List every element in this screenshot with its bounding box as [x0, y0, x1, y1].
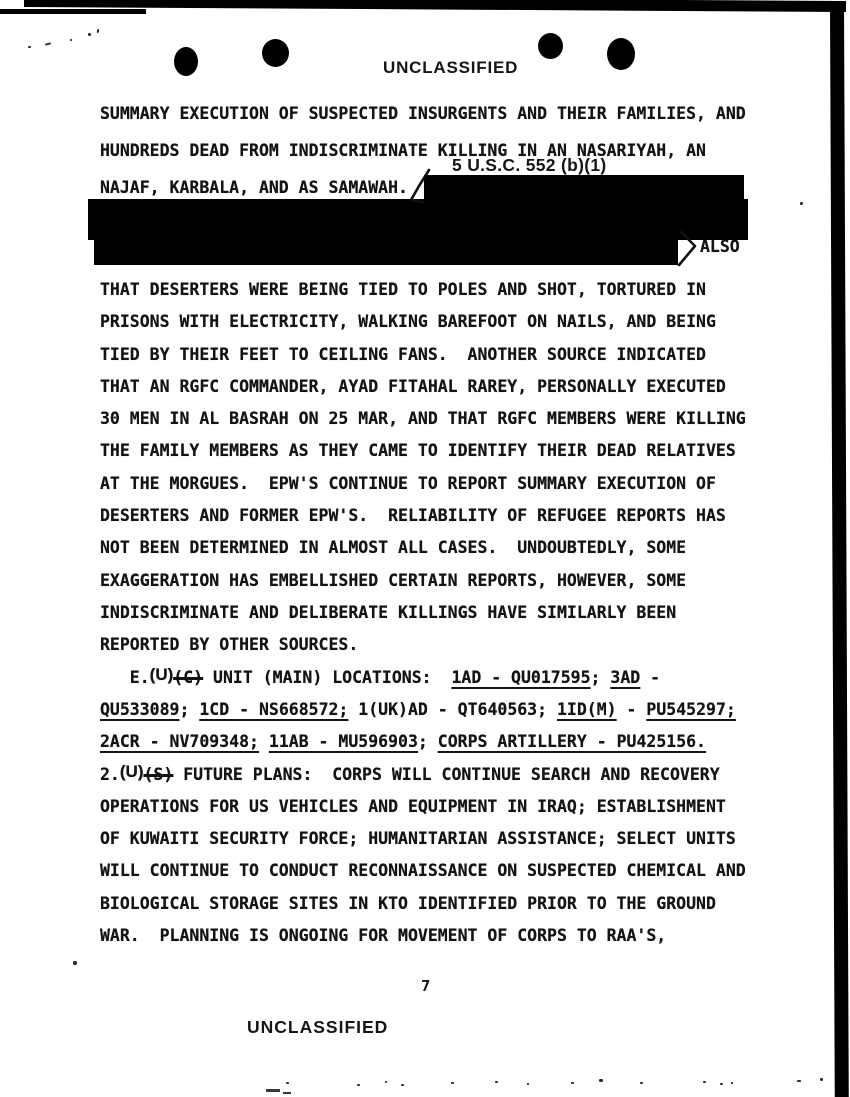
text-line — [100, 700, 736, 720]
underlined-text: QU533089 — [100, 700, 180, 719]
text-segment: 2. — [100, 765, 120, 784]
text-segment: THE FAMILY MEMBERS AS THEY CAME TO IDENTIFY THEIR DEAD RELATIVES — [100, 441, 736, 460]
scan-speck — [797, 1080, 801, 1082]
scan-speck — [286, 1082, 289, 1084]
struck-classification-marking: (S) — [143, 765, 174, 784]
text-segment: WAR. PLANNING IS ONGOING FOR MOVEMENT OF CORPS TO RAA'S, — [100, 926, 667, 945]
text-line — [100, 538, 686, 558]
text-line — [100, 829, 736, 849]
scan-right-border — [830, 6, 849, 1097]
scan-top-border — [24, 0, 846, 12]
text-segment: HUNDREDS DEAD FROM INDISCRIMINATE KILLING IN AN NASARIYAH, AN — [100, 141, 706, 160]
text-segment: - — [616, 700, 647, 719]
scan-speck — [703, 1081, 706, 1083]
scan-speck — [97, 29, 100, 33]
ink-dot — [262, 39, 289, 67]
text-segment: FUTURE PLANS: CORPS WILL CONTINUE SEARCH AND RECOVERY — [173, 765, 720, 784]
post-redaction-text: ALSO — [700, 237, 740, 256]
text-line — [100, 861, 746, 881]
scan-speck — [451, 1082, 454, 1084]
text-line — [100, 797, 726, 817]
scan-speck — [73, 961, 77, 965]
text-segment: SUMMARY EXECUTION OF SUSPECTED INSURGENTS AND THEIR FAMILIES, AND — [100, 104, 746, 123]
text-line — [100, 635, 358, 655]
underlined-text: CORPS ARTILLERY - PU425156. — [437, 732, 706, 751]
underlined-text: 1ID(M) — [557, 700, 617, 719]
foia-exemption-stamp: 5 U.S.C. 552 (b)(1) — [452, 155, 607, 175]
text-line — [100, 345, 706, 365]
text-segment: INDISCRIMINATE AND DELIBERATE KILLINGS HAVE SIMILARLY BEEN — [100, 603, 677, 622]
scan-speck — [527, 1083, 529, 1085]
page-number: 7 — [421, 977, 431, 995]
text-segment: TIED BY THEIR FEET TO CEILING FANS. ANOTHER SOURCE INDICATED — [100, 345, 706, 364]
scan-speck — [599, 1079, 603, 1082]
scan-speck — [640, 1082, 643, 1084]
underlined-text: 11AB - MU596903 — [268, 732, 418, 751]
text-line — [100, 178, 408, 198]
scan-speck — [385, 1081, 387, 1083]
text-segment: E. — [100, 668, 150, 687]
text-line — [100, 665, 661, 688]
struck-classification-marking: (C) — [173, 668, 204, 687]
text-segment: ; — [179, 700, 200, 719]
text-segment: DESERTERS AND FORMER EPW'S. RELIABILITY OF REFUGEE REPORTS HAS — [100, 506, 726, 525]
text-segment: 30 MEN IN AL BASRAH ON 25 MAR, AND THAT RGFC MEMBERS WERE KILLING — [100, 409, 746, 428]
underlined-text: 2ACR - NV709348; — [100, 732, 259, 751]
scan-speck — [45, 42, 51, 45]
scan-speck — [571, 1082, 574, 1084]
text-line — [100, 571, 686, 591]
scan-speck — [401, 1084, 404, 1086]
underlined-text: PU545297; — [646, 700, 736, 719]
text-segment: NAJAF, KARBALA, AND AS SAMAWAH. — [100, 178, 408, 197]
ink-dot — [538, 33, 563, 59]
text-segment: AT THE MORGUES. EPW'S CONTINUE TO REPORT SUMMARY EXECUTION OF — [100, 474, 716, 493]
text-line — [100, 312, 716, 332]
text-segment: OPERATIONS FOR US VEHICLES AND EQUIPMENT IN IRAQ; ESTABLISHMENT — [100, 797, 726, 816]
underlined-text: 3AD — [610, 668, 641, 687]
text-segment: 1(UK)AD - QT640563; — [348, 700, 557, 719]
underlined-text: 1AD - QU017595 — [451, 668, 591, 687]
text-segment: NOT BEEN DETERMINED IN ALMOST ALL CASES. UNDOUBTEDLY, SOME — [100, 538, 687, 557]
scan-speck — [266, 1089, 280, 1092]
text-segment: PRISONS WITH ELECTRICITY, WALKING BAREFOOT ON NAILS, AND BEING — [100, 312, 716, 331]
text-segment: ; — [417, 732, 438, 751]
scan-speck — [283, 1092, 291, 1094]
scan-speck — [28, 46, 31, 48]
insertion-caret-left-icon — [406, 168, 434, 206]
text-segment: - — [640, 668, 661, 687]
text-line — [100, 441, 736, 461]
text-segment: THAT DESERTERS WERE BEING TIED TO POLES AND SHOT, TORTURED IN — [100, 280, 706, 299]
footer-classification: UNCLASSIFIED — [247, 1017, 389, 1037]
text-line — [100, 280, 706, 300]
text-line — [100, 377, 726, 397]
scan-speck — [357, 1084, 360, 1086]
text-segment: EXAGGERATION HAS EMBELLISHED CERTAIN REPORTS, HOWEVER, SOME — [100, 571, 687, 590]
text-segment: OF KUWAITI SECURITY FORCE; HUMANITARIAN ASSISTANCE; SELECT UNITS — [100, 829, 736, 848]
text-segment: BIOLOGICAL STORAGE SITES IN KTO IDENTIFIED PRIOR TO THE GROUND — [100, 894, 716, 913]
inserted-unclassified-marking: (U) — [149, 665, 174, 684]
scan-top-border-left — [0, 9, 146, 14]
text-line — [100, 506, 726, 526]
underlined-text: 1CD - NS668572; — [199, 700, 349, 719]
text-segment: THAT AN RGFC COMMANDER, AYAD FITAHAL RAREY, PERSONALLY EXECUTED — [100, 377, 726, 396]
text-line — [100, 926, 666, 946]
text-line — [100, 104, 746, 124]
scan-speck — [720, 1083, 723, 1085]
scan-speck — [800, 202, 803, 205]
text-line — [100, 732, 706, 752]
inserted-unclassified-marking: (U) — [119, 762, 144, 781]
scan-speck — [70, 39, 72, 41]
text-segment: ; — [590, 668, 611, 687]
text-segment: UNIT (MAIN) LOCATIONS: — [203, 668, 452, 687]
header-classification: UNCLASSIFIED — [383, 58, 519, 77]
text-line — [100, 141, 706, 161]
scan-speck — [88, 33, 91, 36]
text-line — [100, 894, 716, 914]
text-line — [100, 603, 676, 623]
text-segment: REPORTED BY OTHER SOURCES. — [100, 635, 359, 654]
scan-speck — [495, 1081, 498, 1083]
redaction-bar — [94, 238, 678, 265]
text-line — [100, 762, 720, 785]
ink-dot — [174, 47, 198, 76]
text-line — [100, 409, 746, 429]
text-line — [100, 474, 716, 494]
text-segment — [259, 732, 269, 751]
text-segment: WILL CONTINUE TO CONDUCT RECONNAISSANCE ON SUSPECTED CHEMICAL AND — [100, 861, 746, 880]
scan-speck — [820, 1078, 823, 1081]
ink-dot — [607, 38, 635, 70]
scan-speck — [731, 1082, 733, 1084]
